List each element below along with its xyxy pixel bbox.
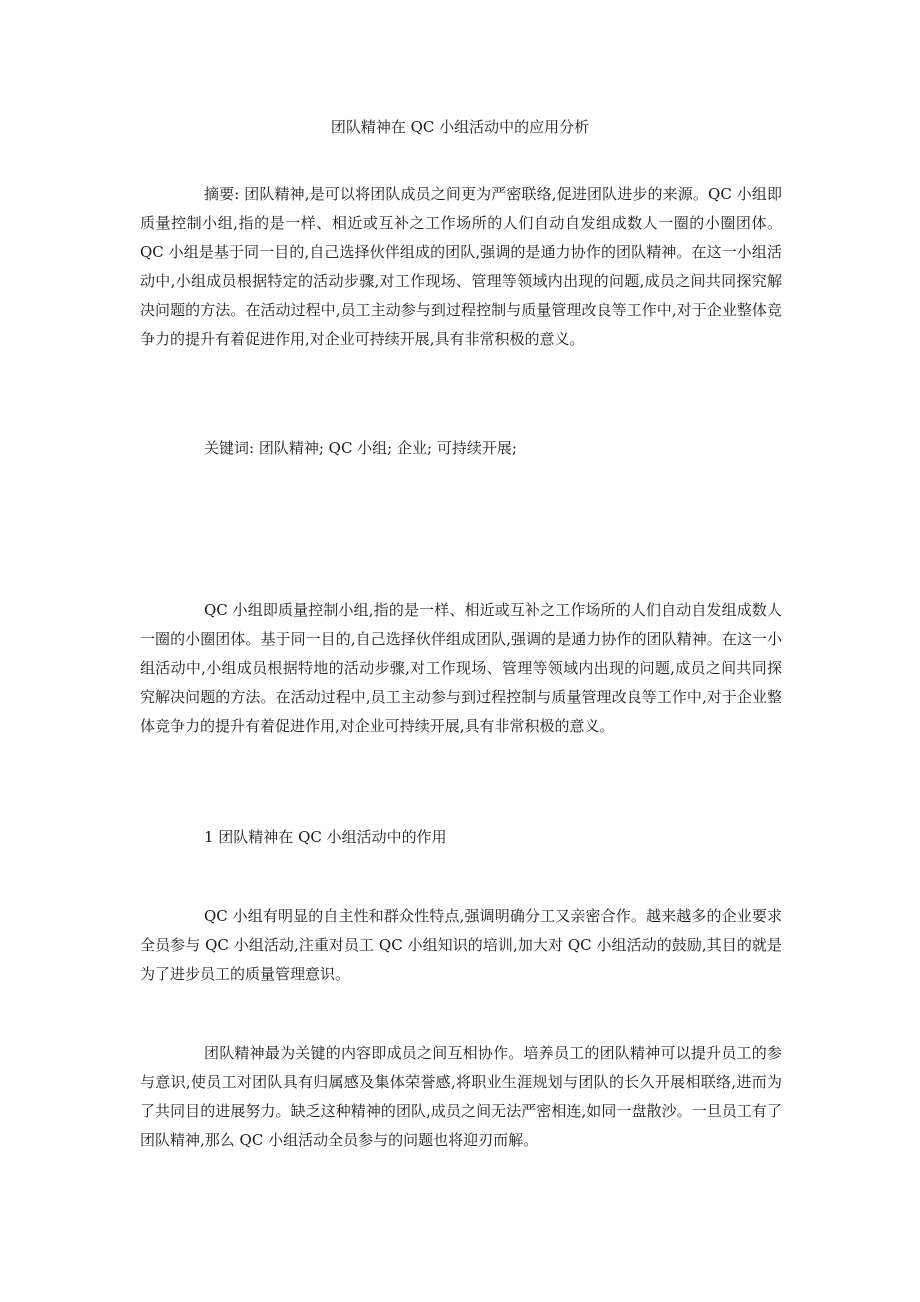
intro-paragraph: QC 小组即质量控制小组,指的是一样、相近或互补之工作场所的人们自动自发组成数人一圈的小圈团体。基于同一目的,自己选择伙伴组成团队,强调的是通力协作的团队精神。在这一小组活动中,小组成员根据特地的活动步骤,对工作现场、管理等领域内出现的问题,成员之间共同探究解决问题的方法。在活动过程中,员工主动参与到过程控制与质量管理改良等工作中,对于企业整体竞争力的提升有着促进作用,对企业可持续开展,具有非常积极的意义。: [140, 601, 782, 735]
keywords-line: 关键词: 团队精神; QC 小组; 企业; 可持续开展;: [204, 439, 517, 457]
section-heading: 1 团队精神在 QC 小组活动中的作用: [204, 828, 447, 846]
section-paragraph-1: QC 小组有明显的自主性和群众性特点,强调明确分工又亲密合作。越来越多的企业要求全员参与 QC 小组活动,注重对员工 QC 小组知识的培训,加大对 QC 小组活动的鼓励,其目的就是为了进步员工的质量管理意识。: [140, 907, 782, 983]
section-paragraph-2: 团队精神最为关键的内容即成员之间互相协作。培养员工的团队精神可以提升员工的参与意识,使员工对团队具有归属感及集体荣誉感,将职业生涯规划与团队的长久开展相联络,进而为了共同目的进展努力。缺乏这种精神的团队,成员之间无法严密相连,如同一盘散沙。一旦员工有了团队精神,那么 QC 小组活动全员参与的问题也将迎刃而解。: [140, 1044, 782, 1149]
document-title: 团队精神在 QC 小组活动中的应用分析: [330, 118, 590, 136]
abstract-paragraph: 摘要: 团队精神,是可以将团队成员之间更为严密联络,促进团队进步的来源。QC 小组即质量控制小组,指的是一样、相近或互补之工作场所的人们自动自发组成数人一圈的小圈团体。QC 小组是基于同一目的,自己选择伙伴组成的团队,强调的是通力协作的团队精神。在这一小组活动中,小组成员根据特定的活动步骤,对工作现场、管理等领域内出现的问题,成员之间共同探究解决问题的方法。在活动过程中,员工主动参与到过程控制与质量管理改良等工作中,对于企业整体竞争力的提升有着促进作用,对企业可持续开展,具有非常积极的意义。: [140, 185, 782, 348]
